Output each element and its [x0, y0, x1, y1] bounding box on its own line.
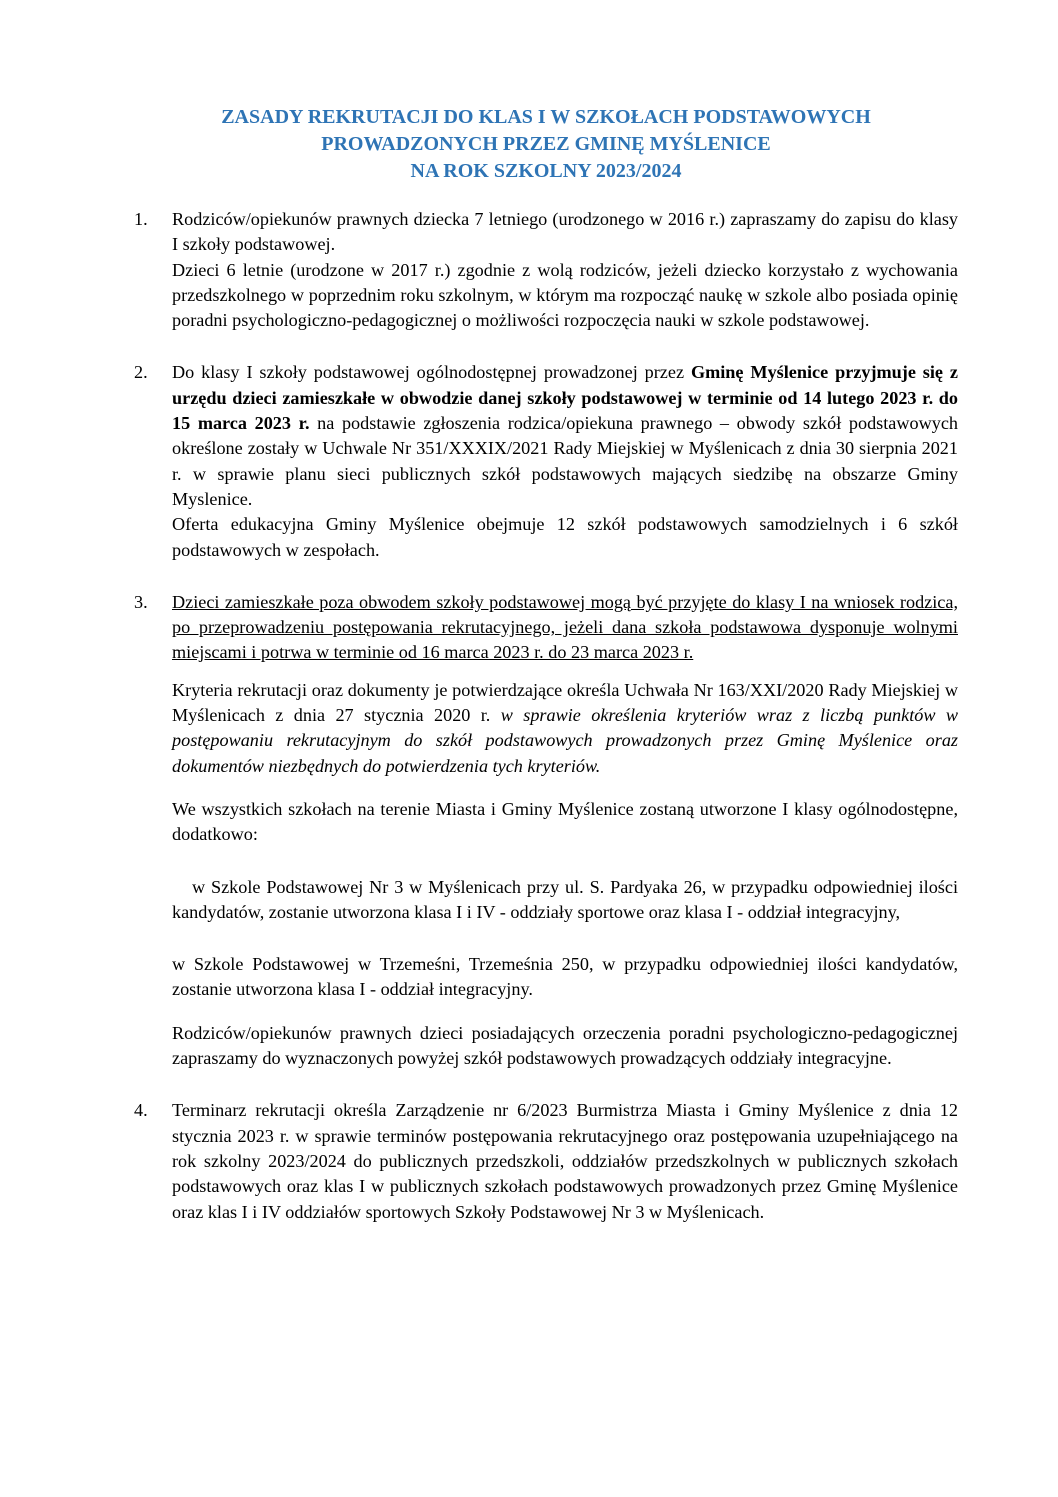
paragraph: w Szkole Podstawowej w Trzemeśni, Trzemeśnia 250, w przypadku odpowiedniej ilości kandydatów, zostanie utworzona klasa I - oddział integracyjny. [172, 954, 958, 1000]
item-number: 4. [134, 1100, 148, 1121]
underlined-paragraph: Dzieci zamieszkałe poza obwodem szkoły podstawowej mogą być przyjęte do klasy I na wniosek rodzica, po przeprowadzeniu postępowania rekrutacyjnego, jeżeli dana szkoła podstawowa dysponuje wolnymi miejscami i potrwa w terminie od 16 marca 2023 r. do 23 marca 2023 r. [172, 591, 958, 663]
list-item-3 [134, 590, 958, 1071]
paragraph: Terminarz rekrutacji określa Zarządzenie nr 6/2023 Burmistrza Miasta i Gminy Myślenice z dnia 12 stycznia 2023 r. w sprawie terminów postępowania rekrutacyjnego oraz postępowania uzupełniającego na rok szkolny 2023/2024 do publicznych przedszkoli, oddziałów przedszkolnych w publicznych szkołach podstawowych oraz klas I w publicznych szkołach podstawowych prowadzonych przez Gminę Myślenice oraz klas I i IV oddziałów sportowych Szkoły Podstawowej Nr 3 w Myślenicach. [172, 1100, 958, 1222]
item-number: 2. [134, 362, 148, 383]
list-item-1 [134, 207, 958, 333]
title-line-2: PROWADZONYCH PRZEZ GMINĘ MYŚLENICE [321, 133, 771, 155]
text-run: Kryteria rekrutacji oraz dokumenty je potwierdzające określa Uchwała Nr 163/XXI/2020 Rady Miejskiej w Myślenicach z dnia 27 stycznia 2020 r. [172, 679, 958, 726]
paragraph [172, 360, 958, 512]
italic-text: w sprawie określenia kryteriów wraz z liczbą punktów w postępowaniu rekrutacyjnym do szkół podstawowych prowadzonych przez Gminę Myślenice oraz dokumentów niezbędnych do potwierdzenia tych kryteriów. [172, 705, 958, 776]
rules-list [134, 207, 958, 1225]
list-item-2 [134, 360, 958, 562]
bold-text: Gminę Myślenice przyjmuje się z urzędu dzieci zamieszkałe w obwodzie danej szkoły podstawowej w terminie od 14 lutego 2023 r. do 15 marca 2023 r. [172, 362, 958, 434]
title-line-1: ZASADY REKRUTACJI DO KLAS I W SZKOŁACH PODSTAWOWYCH [221, 106, 871, 128]
paragraph: Dzieci 6 letnie (urodzone w 2017 r.) zgodnie z wolą rodziców, jeżeli dziecko korzystało z wychowania przedszkolnego w poprzednim roku szkolnym, w którym ma rozpocząć naukę w szkole albo posiada opinię poradni psychologiczno-pedagogicznej o możliwości rozpoczęcia nauki w szkole podstawowej. [172, 259, 958, 331]
document-title [134, 104, 958, 185]
title-line-3: NA ROK SZKOLNY 2023/2024 [410, 160, 682, 182]
paragraph: Oferta edukacyjna Gminy Myślenice obejmuje 12 szkół podstawowych samodzielnych i 6 szkół podstawowych w zespołach. [172, 514, 958, 560]
paragraph: w Szkole Podstawowej Nr 3 w Myślenicach przy ul. S. Pardyaka 26, w przypadku odpowiedniej ilości kandydatów, zostanie utworzona klasa I i IV - oddziały sportowe oraz klasa I - oddział integracyjny, [172, 876, 958, 922]
paragraph: We wszystkich szkołach na terenie Miasta i Gminy Myślenice zostaną utworzone I klasy ogólnodostępne, dodatkowo: [172, 798, 958, 845]
text-run: Do klasy I szkoły podstawowej ogólnodostępnej prowadzonej przez [172, 362, 691, 383]
paragraph: Rodziców/opiekunów prawnych dzieci posiadających orzeczenia poradni psychologiczno-pedagogicznej zapraszamy do wyznaczonych powyżej szkół podstawowych prowadzących oddziały integracyjne. [172, 1022, 958, 1069]
item-number: 3. [134, 591, 148, 612]
paragraph: Rodziców/opiekunów prawnych dziecka 7 letniego (urodzonego w 2016 r.) zapraszamy do zapisu do klasy I szkoły podstawowej. [172, 209, 958, 255]
item-number: 1. [134, 209, 148, 229]
list-item-4 [134, 1098, 958, 1224]
paragraph [172, 678, 958, 779]
text-run: na podstawie zgłoszenia rodzica/opiekuna prawnego – obwody szkół podstawowych określone zostały w Uchwale Nr 351/XXXIX/2021 Rady Miejskiej w Myślenicach z dnia 30 sierpnia 2021 r. w sprawie planu sieci publicznych szkół podstawowych mających siedzibę na obszarze Gminy Myslenice. [172, 413, 958, 509]
